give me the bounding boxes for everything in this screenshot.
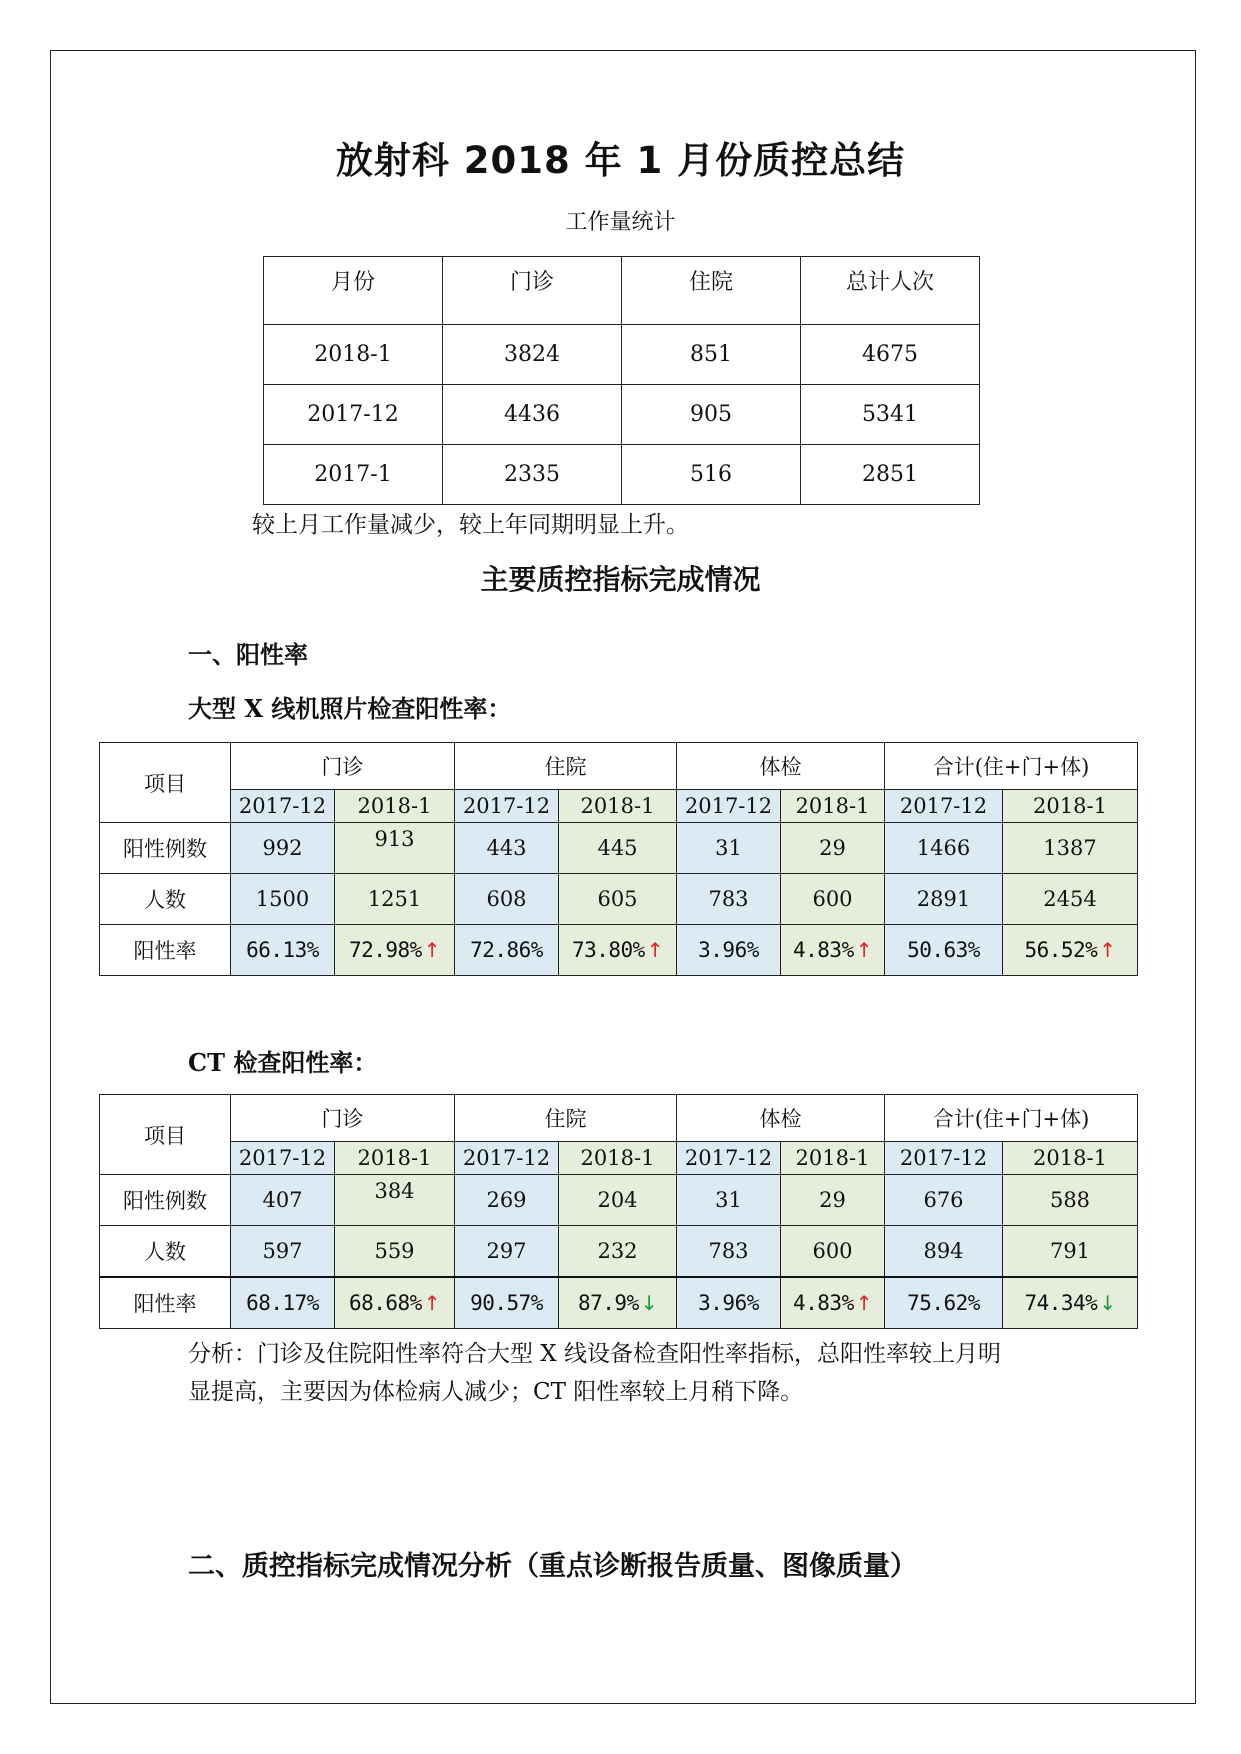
workload-note: 较上月工作量减少，较上年同期明显上升。 (252, 512, 689, 538)
group-outpatient: 门诊 (231, 1095, 455, 1142)
arrow-up-icon: ↑ (1099, 938, 1116, 962)
rate-cell (335, 925, 455, 976)
ct-positive-rate-table (99, 1094, 1138, 1329)
table-cell: 783 (677, 1226, 781, 1278)
rate-value: 4.83% (793, 938, 854, 962)
table-header-row (100, 1095, 1138, 1142)
row-label: 阳性率 (100, 1277, 231, 1329)
row-label: 阳性例数 (100, 823, 231, 874)
arrow-up-icon: ↑ (423, 1291, 441, 1315)
table-cell: 5341 (801, 385, 980, 445)
period-cell: 2018-1 (559, 1142, 677, 1175)
table-cell: 29 (781, 823, 885, 874)
page-title: 放射科 2018 年 1 月份质控总结 (335, 139, 906, 182)
rate-cell: 50.63% (885, 925, 1003, 976)
table-cell: 3824 (443, 325, 622, 385)
table-cell: 600 (781, 1226, 885, 1278)
table-row (100, 925, 1138, 976)
table-cell: 559 (335, 1226, 455, 1278)
rate-cell: 72.86% (455, 925, 559, 976)
table-cell: 2017-12 (264, 385, 443, 445)
workload-table (263, 256, 980, 505)
table-row (100, 1226, 1138, 1278)
rate-cell (559, 1277, 677, 1329)
table-cell: 204 (559, 1175, 677, 1226)
row-label: 阳性率 (100, 925, 231, 976)
table-cell: 588 (1003, 1175, 1138, 1226)
table-row (100, 1277, 1138, 1329)
table-row (100, 874, 1138, 925)
cell-value: 384 (374, 1179, 415, 1203)
rate-cell: 68.17% (231, 1277, 335, 1329)
group-checkup: 体检 (677, 743, 885, 790)
period-cell: 2017-12 (455, 1142, 559, 1175)
header-inpatient: 住院 (622, 257, 801, 325)
group-total: 合计(住+门+体) (885, 1095, 1138, 1142)
table-row (264, 325, 980, 385)
period-cell: 2018-1 (559, 790, 677, 823)
part2-heading: 二、质控指标完成情况分析（重点诊断报告质量、图像质量） (188, 1551, 917, 1582)
rate-cell (559, 925, 677, 976)
table-cell: 4675 (801, 325, 980, 385)
period-cell: 2017-12 (231, 790, 335, 823)
rate-value: 56.52% (1024, 938, 1098, 962)
table-row (100, 823, 1138, 874)
table-row (100, 1175, 1138, 1226)
workload-caption: 工作量统计 (565, 210, 676, 235)
table-cell: 2891 (885, 874, 1003, 925)
table-cell: 791 (1003, 1226, 1138, 1278)
table-cell: 269 (455, 1175, 559, 1226)
rate-cell (781, 925, 885, 976)
group-outpatient: 门诊 (231, 743, 455, 790)
table-row (264, 385, 980, 445)
arrow-up-icon: ↑ (423, 938, 441, 962)
table-cell: 605 (559, 874, 677, 925)
cell-value: 913 (374, 827, 415, 851)
arrow-down-icon: ↓ (1099, 1291, 1116, 1315)
period-cell: 2018-1 (1003, 790, 1138, 823)
rate-value: 87.9% (578, 1291, 639, 1315)
table-cell: 516 (622, 445, 801, 505)
analysis-line-1: 分析：门诊及住院阳性率符合大型 X 线设备检查阳性率指标，总阳性率较上月明 (188, 1341, 1001, 1367)
item-header: 项目 (100, 743, 231, 823)
table-cell: 2017-1 (264, 445, 443, 505)
table-cell: 676 (885, 1175, 1003, 1226)
rate-cell: 66.13% (231, 925, 335, 976)
table-cell: 407 (231, 1175, 335, 1226)
table-cell: 1466 (885, 823, 1003, 874)
table-cell: 608 (455, 874, 559, 925)
analysis-line-2: 显提高，主要因为体检病人减少；CT 阳性率较上月稍下降。 (188, 1379, 804, 1405)
row-label: 人数 (100, 874, 231, 925)
xray-heading: 大型 X 线机照片检查阳性率： (188, 694, 512, 723)
header-total: 总计人次 (801, 257, 980, 325)
table-row (264, 445, 980, 505)
group-inpatient: 住院 (455, 1095, 677, 1142)
table-cell: 1387 (1003, 823, 1138, 874)
group-checkup: 体检 (677, 1095, 885, 1142)
xray-positive-rate-table (99, 742, 1138, 976)
table-cell: 905 (622, 385, 801, 445)
table-cell: 31 (677, 1175, 781, 1226)
rate-value: 72.98% (348, 938, 422, 962)
table-cell: 2454 (1003, 874, 1138, 925)
header-outpatient: 门诊 (443, 257, 622, 325)
table-cell: 1500 (231, 874, 335, 925)
period-cell: 2018-1 (335, 790, 455, 823)
row-label: 阳性例数 (100, 1175, 231, 1226)
table-cell: 31 (677, 823, 781, 874)
arrow-up-icon: ↑ (855, 1291, 872, 1315)
table-cell: 597 (231, 1226, 335, 1278)
period-cell: 2018-1 (335, 1142, 455, 1175)
table-cell: 2018-1 (264, 325, 443, 385)
rate-cell (781, 1277, 885, 1329)
table-cell: 29 (781, 1175, 885, 1226)
item-header: 项目 (100, 1095, 231, 1175)
period-cell: 2017-12 (231, 1142, 335, 1175)
group-inpatient: 住院 (455, 743, 677, 790)
table-cell: 232 (559, 1226, 677, 1278)
rate-value: 74.34% (1024, 1291, 1098, 1315)
arrow-down-icon: ↓ (640, 1291, 657, 1315)
table-cell: 851 (622, 325, 801, 385)
table-cell: 2335 (443, 445, 622, 505)
period-cell: 2017-12 (677, 1142, 781, 1175)
table-cell: 894 (885, 1226, 1003, 1278)
header-month: 月份 (264, 257, 443, 325)
rate-cell: 75.62% (885, 1277, 1003, 1329)
table-cell: 600 (781, 874, 885, 925)
period-row (100, 790, 1138, 823)
rate-value: 4.83% (793, 1291, 854, 1315)
ct-heading: CT 检查阳性率： (188, 1048, 378, 1077)
table-cell: 443 (455, 823, 559, 874)
period-cell: 2017-12 (455, 790, 559, 823)
table-header-row (100, 743, 1138, 790)
table-cell: 783 (677, 874, 781, 925)
part1-heading: 一、阳性率 (188, 640, 308, 669)
period-row (100, 1142, 1138, 1175)
rate-cell (335, 1277, 455, 1329)
rate-cell: 3.96% (677, 1277, 781, 1329)
table-header-row (264, 257, 980, 325)
period-cell: 2017-12 (885, 790, 1003, 823)
period-cell: 2017-12 (885, 1142, 1003, 1175)
period-cell: 2018-1 (1003, 1142, 1138, 1175)
rate-cell (1003, 1277, 1138, 1329)
table-cell: 297 (455, 1226, 559, 1278)
rate-cell: 3.96% (677, 925, 781, 976)
arrow-up-icon: ↑ (855, 938, 872, 962)
rate-cell: 90.57% (455, 1277, 559, 1329)
rate-cell (1003, 925, 1138, 976)
table-cell: 2851 (801, 445, 980, 505)
period-cell: 2018-1 (781, 1142, 885, 1175)
section-heading: 主要质控指标完成情况 (480, 563, 761, 596)
table-cell: 1251 (335, 874, 455, 925)
table-cell: 4436 (443, 385, 622, 445)
period-cell: 2018-1 (781, 790, 885, 823)
rate-value: 68.68% (348, 1291, 422, 1315)
group-total: 合计(住+门+体) (885, 743, 1138, 790)
table-cell (335, 823, 455, 874)
rate-value: 73.80% (571, 938, 645, 962)
table-cell: 445 (559, 823, 677, 874)
period-cell: 2017-12 (677, 790, 781, 823)
arrow-up-icon: ↑ (646, 938, 664, 962)
table-cell: 992 (231, 823, 335, 874)
row-label: 人数 (100, 1226, 231, 1278)
table-cell (335, 1175, 455, 1226)
